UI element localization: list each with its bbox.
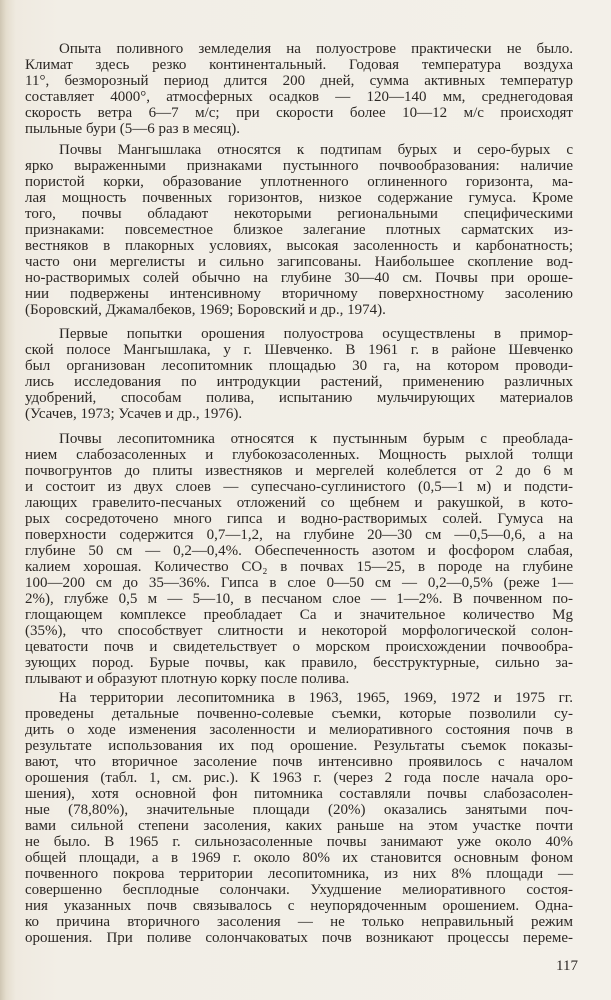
text-line: ния указанных почв связывалось с неупорядоченным орошением. Одна- xyxy=(25,898,573,914)
text-line: вами сильной степени засоления, каких раньше на этом участке почти xyxy=(25,818,573,834)
text-line: вают, что вторичное засоление почв интенсивно проявилось с началом xyxy=(25,754,573,770)
text-line: проведены детальные почвенно-солевые съемки, которые позволили су- xyxy=(25,706,573,722)
text-line: Почвы Мангышлака относятся к подтипам бурых и серо-бурых с xyxy=(59,142,573,158)
paragraph xyxy=(25,41,573,137)
text-line: Почвы лесопитомника относятся к пустынным бурым с преоблада- xyxy=(59,431,573,447)
text-line: совершенно бесплодные солончаки. Ухудшение мелиоративного состоя- xyxy=(25,882,573,898)
text-line: ярко выраженными признаками пустынного почвообразования: наличие xyxy=(25,158,573,174)
text-line: скорость ветра 6—7 м/с; при скорости более 10—12 м/с происходят xyxy=(25,105,573,121)
paragraph xyxy=(25,326,573,422)
paragraph xyxy=(25,142,573,318)
text-line: ской полосе Мангышлака, у г. Шевченко. В 1961 г. в районе Шевченко xyxy=(25,342,573,358)
text-line: общей площади, а в 1969 г. около 80% их становится основным фоном xyxy=(25,850,573,866)
text-line: На территории лесопитомника в 1963, 1965, 1969, 1972 и 1975 гг. xyxy=(59,690,573,706)
page-number: 117 xyxy=(556,958,578,974)
text-line: Первые попытки орошения полуострова осуществлены в примор- xyxy=(59,326,573,342)
text-line: плывают и образуют плотную корку после полива. xyxy=(25,671,350,687)
text-line: ко причина вторичного засоления — не только неправильный режим xyxy=(25,914,573,930)
text-line: глубине 50 см — 0,2—0,4%. Обеспеченность азотом и фосфором слабая, xyxy=(25,543,573,559)
text-line: шения), хотя основной фон питомника составляли почвы слабозасолен- xyxy=(25,786,573,802)
text-line: дить о ходе изменения засоленности и мелиоративного состояния почв в xyxy=(25,722,573,738)
text-line: удобрений, способам полива, испытанию мульчирующих материалов xyxy=(25,390,573,406)
text-line: не было. В 1965 г. сильнозасоленные почвы занимают уже около 40% xyxy=(25,834,573,850)
text-line: составляет 4000°, атмосферных осадков — 120—140 мм, среднегодовая xyxy=(25,89,573,105)
text-line: 100—200 см до 35—36%. Гипса в слое 0—50 см — 0,2—0,5% (реже 1— xyxy=(25,575,573,591)
text-line: ные (78,80%), значительные площади (20%) оказались занятыми поч- xyxy=(25,802,573,818)
text-line: пористой корки, образование уплотненного оглиненного горизонта, ма- xyxy=(25,174,573,190)
text-line: нием слабозасоленных и глубокозасоленных. Мощность рыхлой толщи xyxy=(25,447,573,463)
text-line: лая мощность почвенных горизонтов, низкое содержание гумуса. Кроме xyxy=(25,190,573,206)
text-line: калием хорошая. Количество CO₂ в почвах 15—25, в породе на глубине xyxy=(25,559,573,575)
text-line: (Боровский, Джамалбеков, 1969; Боровский и др., 1974). xyxy=(25,302,386,318)
text-line: (Усачев, 1973; Усачев и др., 1976). xyxy=(25,406,243,422)
text-line: орошения (табл. 1, см. рис.). К 1963 г. (через 2 года после начала оро- xyxy=(25,770,573,786)
text-line: лающих гравелито-песчаных отложений со щебнем и ракушкой, в кото- xyxy=(25,495,573,511)
text-line: (35%), что способствует слитности и некоторой морфологической солон- xyxy=(25,623,573,639)
text-line: зующих пород. Бурые почвы, как правило, бесструктурные, сильно за- xyxy=(25,655,573,671)
text-line: нии подвержены интенсивному вторичному поверхностному засолению xyxy=(25,286,573,302)
text-line: того, почвы обладают некоторыми региональными специфическими xyxy=(25,206,573,222)
text-line: лись исследования по интродукции растений, применению различных xyxy=(25,374,573,390)
text-line: Опыта поливного земледелия на полуострове практически не было. xyxy=(59,41,573,57)
text-line: и состоит из двух слоев — супесчано-суглинистого (0,5—1 м) и подсти- xyxy=(25,479,573,495)
text-line: часто они мергелисты и сильно загипсованы. Наибольшее скопление вод- xyxy=(25,254,573,270)
text-line: поверхности содержится 0,7—1,2, на глубине 20—30 см —0,5—0,6, а на xyxy=(25,527,573,543)
text-line: был организован лесопитомник площадью 30 га, на котором проводи- xyxy=(25,358,573,374)
text-line: орошения. При поливе солончаковатых почв возникают процессы переме- xyxy=(25,930,573,946)
text-line: 11°, безморозный период длится 200 дней, сумма активных температур xyxy=(25,73,573,89)
text-line: вестняков в плакорных условиях, высокая засоленность и карбонатность; xyxy=(25,238,573,254)
text-line: цеватости почв и свидетельствует о морском происхождении почвообра- xyxy=(25,639,573,655)
text-line: глощающем комплексе преобладает Ca и значительное количество Mg xyxy=(25,607,573,623)
text-line: почвогрунтов до плиты известняков и мергелей колеблется от 2 до 6 м xyxy=(25,463,573,479)
text-line: рых сосредоточено много гипса и водно-растворимых солей. Гумуса на xyxy=(25,511,573,527)
text-line: признаками: повсеместное близкое залегание плотных сарматских из- xyxy=(25,222,573,238)
paragraph xyxy=(25,690,573,946)
text-line: но-растворимых солей обычно на глубине 30—40 см. Почвы при ороше- xyxy=(25,270,573,286)
text-line: почвенного покрова территории лесопитомника, из них 8% площади — xyxy=(25,866,573,882)
text-line: пыльные бури (5—6 раз в месяц). xyxy=(25,121,241,137)
text-line: результате использования их под орошение. Результаты съемок показы- xyxy=(25,738,573,754)
paragraph xyxy=(25,431,573,687)
text-line: 2%), глубже 0,5 м — 5—10, в песчаном слое — 1—2%. В почвенном по- xyxy=(25,591,573,607)
text-line: Климат здесь резко континентальный. Годовая температура воздуха xyxy=(25,57,573,73)
